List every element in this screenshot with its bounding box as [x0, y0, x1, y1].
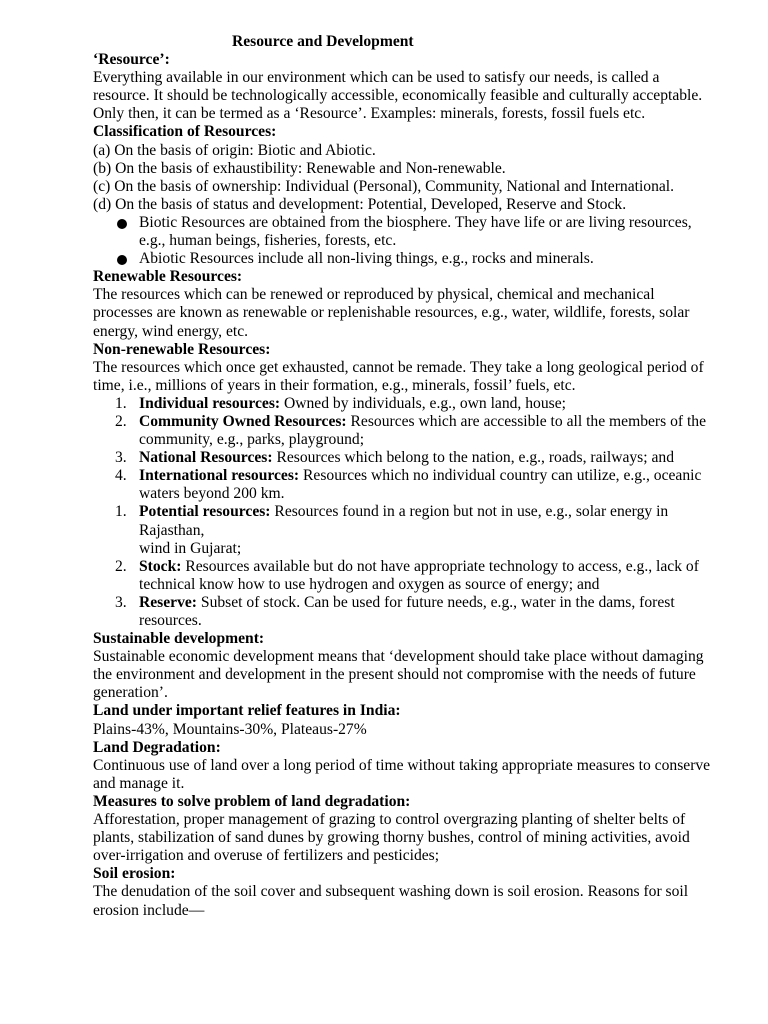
list-text: Resources which no individual country can utilize, e.g., oceanic waters beyond 200 km.	[139, 467, 702, 503]
list-item	[115, 593, 718, 630]
list-term: National Resources:	[139, 449, 273, 467]
land-relief-paragraph: Plains-43%, Mountains-30%, Plateaus-27%	[93, 720, 367, 738]
soil-erosion-paragraph: The denudation of the soil cover and subsequent washing down is soil erosion. Reasons for soil erosion include—	[93, 883, 689, 919]
list-term: Individual resources:	[139, 394, 281, 412]
list-number: 4.	[115, 467, 127, 485]
section-heading-soil-erosion: Soil erosion:	[93, 865, 176, 883]
list-text: Resources found in a region but not in use, e.g., solar energy in Rajasthan,	[139, 503, 669, 539]
classification-line-c: (c) On the basis of ownership: Individual (Personal), Community, National and International.	[93, 177, 675, 195]
section-heading-classification: Classification of Resources:	[93, 123, 277, 141]
list-term: International resources:	[139, 467, 300, 485]
list-text: Resources which belong to the nation, e.g., roads, railways; and	[272, 449, 674, 467]
bullet-item-biotic	[139, 214, 718, 250]
list-item	[115, 449, 718, 467]
list-number: 2.	[115, 557, 127, 575]
bullet-dot-icon	[117, 219, 127, 229]
list-number: 1.	[115, 503, 127, 521]
classification-line-a: (a) On the basis of origin: Biotic and Abiotic.	[93, 141, 376, 159]
list-text: Subset of stock. Can be used for future needs, e.g., water in the dams, forest resources.	[139, 593, 675, 629]
list-term: Reserve:	[139, 593, 198, 611]
list-number: 3.	[115, 449, 127, 467]
bullet-text: Abiotic Resources include all non-living things, e.g., rocks and minerals.	[139, 250, 594, 268]
section-heading-sustainable: Sustainable development:	[93, 630, 265, 648]
list-text-continued: wind in Gujarat;	[139, 539, 242, 557]
list-number: 2.	[115, 412, 127, 430]
bullet-text: Biotic Resources are obtained from the biosphere. They have life or are living resources, e.g., human beings, fisheries, forests, etc.	[139, 213, 692, 250]
status-list	[93, 503, 718, 630]
land-degradation-paragraph: Continuous use of land over a long period of time without taking appropriate measures to conserve and manage it.	[93, 756, 711, 792]
list-text: Resources available but do not have appropriate technology to access, e.g., lack of technical know how to use hydrogen and oxygen as source of energy; and	[139, 557, 699, 593]
section-heading-resource: ‘Resource’:	[93, 51, 170, 69]
list-item	[115, 557, 718, 594]
section-heading-non-renewable: Non-renewable Resources:	[93, 340, 271, 358]
list-item	[115, 467, 718, 503]
list-term: Community Owned Resources:	[139, 412, 347, 430]
bullet-dot-icon	[117, 255, 127, 265]
bullet-item-abiotic	[139, 250, 718, 268]
list-item	[115, 394, 718, 413]
list-text: Owned by individuals, e.g., own land, house;	[280, 394, 566, 412]
classification-line-b: (b) On the basis of exhaustibility: Renewable and Non-renewable.	[93, 159, 506, 177]
classification-line-d: (d) On the basis of status and development: Potential, Developed, Reserve and Stock.	[93, 195, 627, 213]
section-heading-measures: Measures to solve problem of land degradation:	[93, 792, 411, 810]
section-heading-land-degradation: Land Degradation:	[93, 738, 221, 756]
list-item	[115, 412, 718, 449]
bullet-list	[93, 214, 718, 268]
sustainable-paragraph: Sustainable economic development means that ‘development should take place without damaging the environment and development in the present should not compromise with the needs of future generation’.	[93, 648, 704, 702]
list-term: Potential resources:	[139, 503, 271, 521]
resource-paragraph: Everything available in our environment which can be used to satisfy our needs, is called a resource. It should be technologically accessible, economically feasible and culturally acceptable. Only then, it can be termed as a ‘Resource’. Examples: minerals, forests, fossil fuels etc.	[93, 69, 703, 123]
document-page	[93, 33, 718, 920]
list-number: 3.	[115, 593, 127, 611]
page-title: Resource and Development	[232, 33, 414, 50]
list-number: 1.	[115, 394, 127, 412]
section-heading-land-relief: Land under important relief features in India:	[93, 702, 401, 720]
measures-paragraph: Afforestation, proper management of grazing to control overgrazing planting of shelter belts of plants, stabilization of sand dunes by growing thorny bushes, control of mining activities, avoid over-irrigation and overuse of fertilizers and pesticides;	[93, 811, 690, 865]
list-term: Stock:	[139, 557, 182, 575]
non-renewable-paragraph: The resources which once get exhausted, cannot be remade. They take a long geological period of time, i.e., millions of years in their formation, e.g., minerals, fossil’ fuels, etc.	[93, 358, 704, 394]
renewable-paragraph: The resources which can be renewed or reproduced by physical, chemical and mechanical processes are known as renewable or replenishable resources, e.g., water, wildlife, forests, solar energy, wind energy, etc.	[93, 286, 690, 340]
ownership-list	[93, 395, 718, 504]
list-text: Resources which are accessible to all the members of the community, e.g., parks, playground;	[139, 412, 707, 449]
list-item	[115, 503, 718, 557]
section-heading-renewable: Renewable Resources:	[93, 268, 243, 286]
